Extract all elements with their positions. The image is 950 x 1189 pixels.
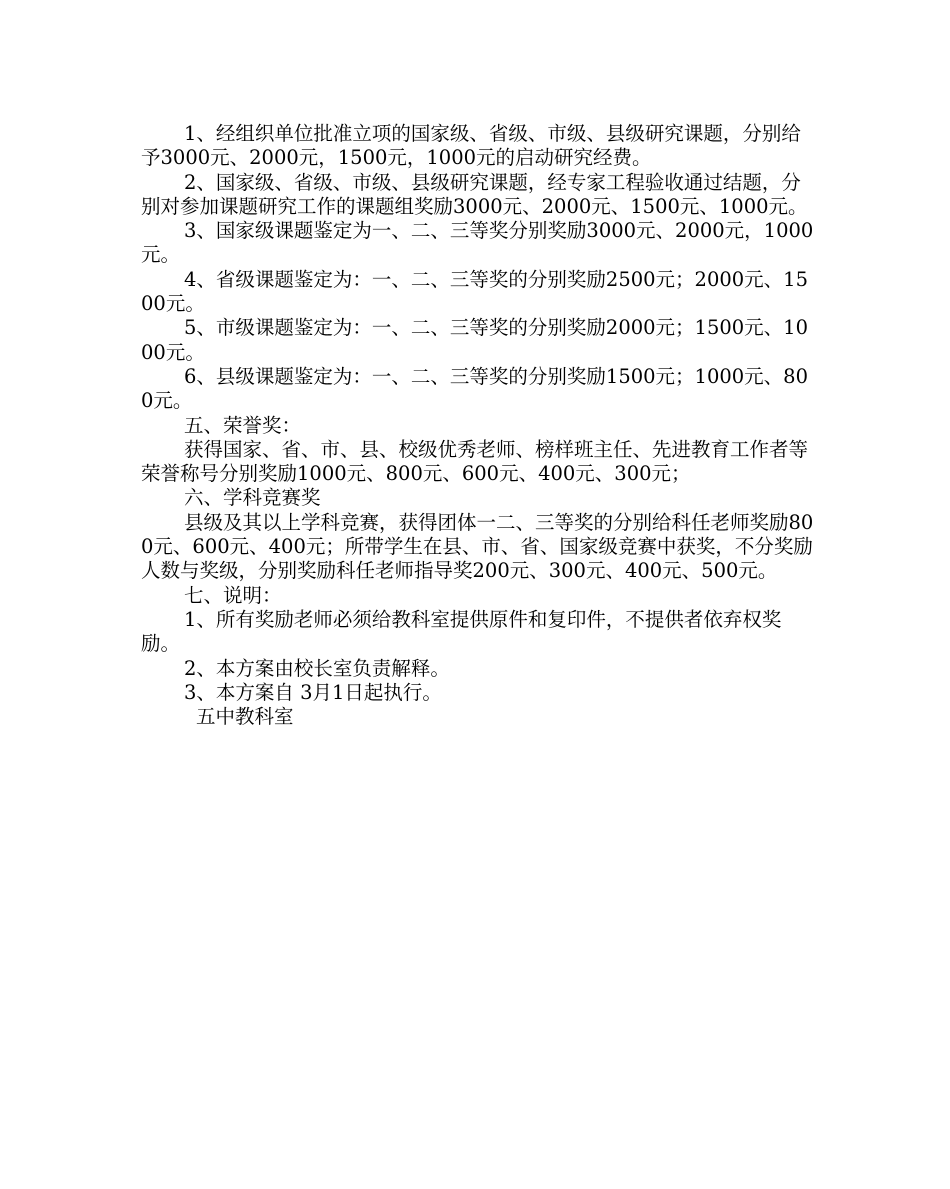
paragraph-note-documents: 1、所有奖励老师必须给教科室提供原件和复印件，不提供者依弃权奖励。: [141, 607, 782, 656]
section-heading-honor-award: 五、荣誉奖：: [184, 413, 302, 437]
paragraph-county-appraisal-award: 6、县级课题鉴定为：一、二、三等奖的分别奖励1500元；1000元、800元。: [141, 364, 808, 413]
section-heading-competition-award: 六、学科竞赛奖: [184, 486, 321, 510]
paragraph-provincial-appraisal-award: 4、省级课题鉴定为：一、二、三等奖的分别奖励2500元；2000元、1500元。: [141, 267, 808, 316]
paragraph-note-interpretation: 2、本方案由校长室负责解释。: [184, 656, 450, 680]
paragraph-national-appraisal-award: 3、国家级课题鉴定为一、二、三等奖分别奖励3000元、2000元，1000元。: [141, 219, 814, 267]
paragraph-research-startup-funding: 1、经组织单位批准立项的国家级、省级、市级、县级研究课题，分别给予3000元、2000元，1500元，1000元的启动研究经费。: [141, 122, 801, 170]
paragraph-note-effective-date: 3、本方案自 3月1日起执行。: [184, 680, 442, 704]
document-body: [141, 122, 816, 729]
signature-issuer: 五中教科室: [196, 705, 294, 729]
paragraph-research-completion-award: 2、国家级、省级、市级、县级研究课题，经专家工程验收通过结题，分别对参加课题研究工作的课题组奖励3000元、2000元、1500元、1000元。: [141, 170, 808, 218]
section-heading-notes: 七、说明：: [184, 583, 282, 607]
paragraph-honor-award: 获得国家、省、市、县、校级优秀老师、榜样班主任、先进教育工作者等荣誉称号分别奖励1000元、800元、600元、400元、300元；: [141, 437, 809, 486]
paragraph-competition-award: 县级及其以上学科竞赛，获得团体一二、三等奖的分别给科任老师奖励800元、600元、400元；所带学生在县、市、省、国家级竞赛中获奖，不分奖励人数与奖级，分别奖励科任老师指导奖200元、300元、400元、500元。: [141, 510, 814, 583]
paragraph-city-appraisal-award: 5、市级课题鉴定为：一、二、三等奖的分别奖励2000元；1500元、1000元。: [141, 316, 808, 364]
